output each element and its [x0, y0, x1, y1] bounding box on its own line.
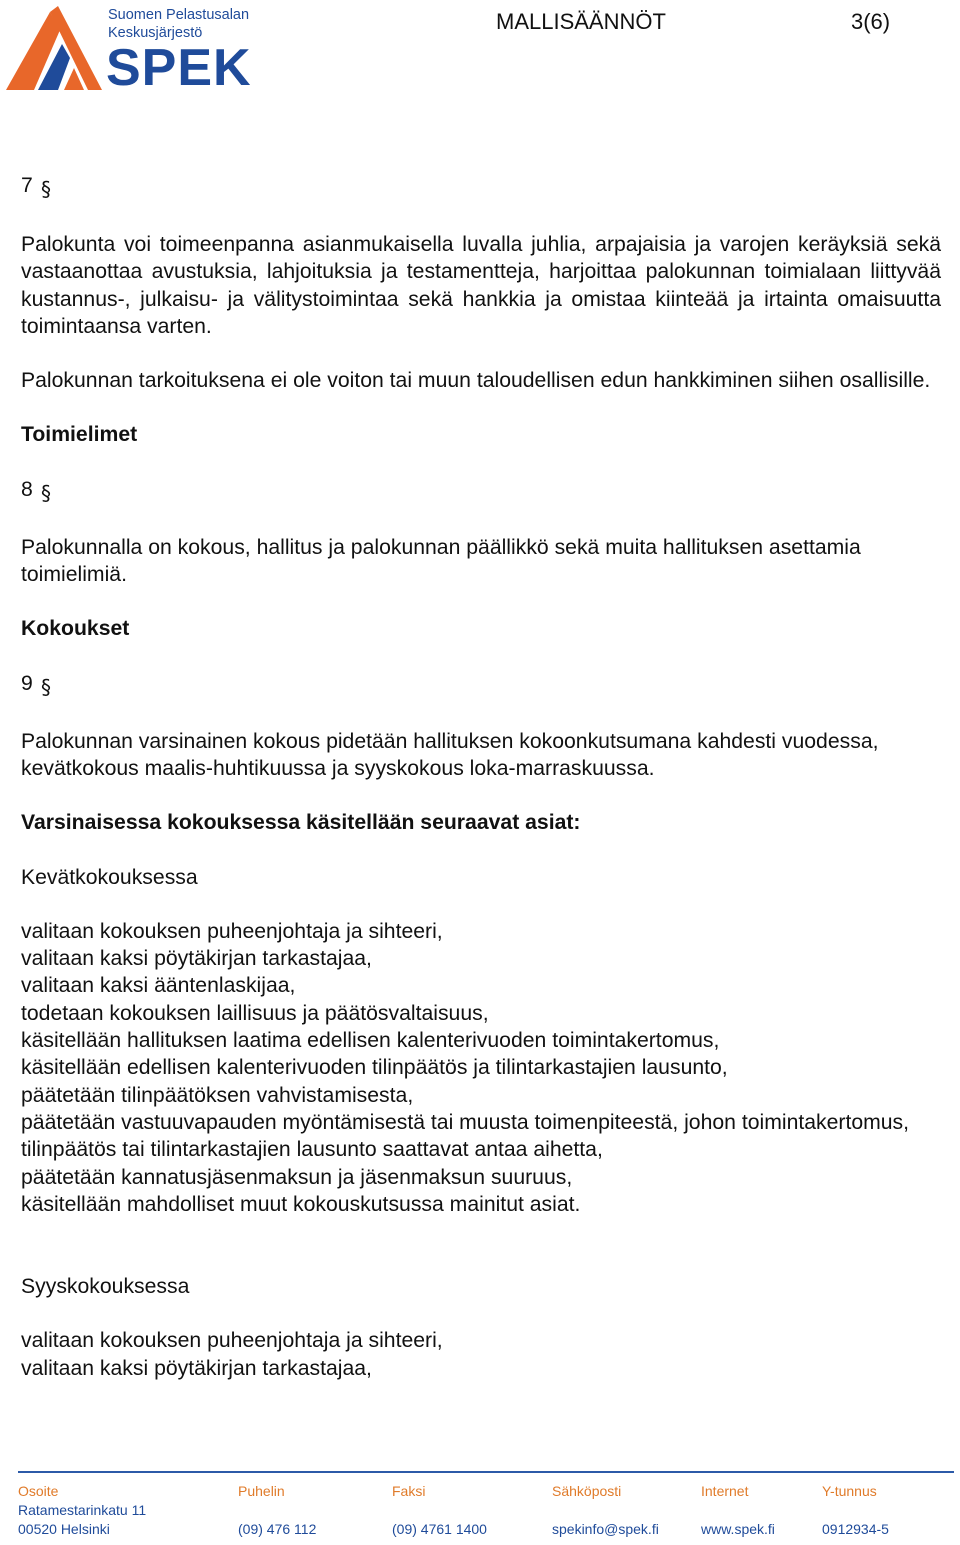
- list-item: valitaan kaksi pöytäkirjan tarkastajaa,: [21, 947, 372, 971]
- footer-email: [552, 1482, 659, 1539]
- footer-value: Ratamestarinkatu 11: [18, 1502, 147, 1518]
- list-item: päätetään tilinpäätöksen vahvistamisesta,: [21, 1083, 414, 1107]
- spek-logo: [4, 4, 254, 96]
- kevatkokous-list: [21, 918, 941, 1218]
- section-7-marker: [21, 172, 941, 203]
- list-item: käsitellään hallituksen laatima edellisen kalenterivuoden toimintakertomus,: [21, 1029, 720, 1053]
- heading-kokoukset: Kokoukset: [21, 617, 130, 641]
- list-item: käsitellään edellisen kalenterivuoden tilinpäätös ja tilintarkastajien lausunto,: [21, 1056, 728, 1080]
- document-title: MALLISÄÄNNÖT: [496, 9, 666, 34]
- footer-label: Faksi: [392, 1483, 426, 1499]
- footer-label: Osoite: [18, 1483, 59, 1499]
- logo-wordmark: SPEK: [106, 39, 252, 97]
- footer-phone: [238, 1482, 316, 1539]
- section-number: 7: [21, 174, 33, 197]
- paragraph: Palokunnan tarkoituksena ei ole voiton tai muun taloudellisen edun hankkiminen siihen osallisille.: [21, 369, 931, 393]
- heading-kasiteltavat-asiat: Varsinaisessa kokouksessa käsitellään seuraavat asiat:: [21, 811, 581, 835]
- footer-label: Internet: [701, 1483, 749, 1499]
- list-item: päätetään kannatusjäsenmaksun ja jäsenmaksun suuruus,: [21, 1165, 573, 1189]
- list-item: käsitellään mahdolliset muut kokouskutsussa mainitut asiat.: [21, 1192, 581, 1216]
- footer-value[interactable]: www.spek.fi: [701, 1521, 775, 1537]
- footer-value: (09) 476 112: [238, 1521, 317, 1537]
- document-body: [21, 172, 941, 1382]
- flame-logo-icon: [4, 4, 104, 94]
- paragraph: Palokunnan varsinainen kokous pidetään hallituksen kokoonkutsumana kahdesti vuodessa, kevätkokous maalis-huhtikuussa ja syyskokous loka-marraskuussa.: [21, 729, 879, 780]
- footer-value: 00520 Helsinki: [18, 1521, 110, 1537]
- section-9-marker: [21, 670, 941, 701]
- logo-org-line2: Keskusjärjestö: [108, 25, 203, 41]
- svg-text:§: §: [40, 674, 51, 699]
- section-number: 9: [21, 671, 33, 695]
- footer-value[interactable]: spekinfo@spek.fi: [552, 1521, 659, 1537]
- footer-label: Puhelin: [238, 1483, 285, 1499]
- footer-fax: [392, 1482, 487, 1539]
- list-item: päätetään vastuuvapauden myöntämisestä tai muusta toimenpiteestä, johon toimintakertomus, tilinpäätös tai tilintarkastajien lausunto saattavat antaa aihetta,: [21, 1110, 910, 1162]
- footer-value: (09) 4761 1400: [392, 1521, 487, 1537]
- footer-label: Sähköposti: [552, 1483, 622, 1499]
- heading-toimielimet: Toimielimet: [21, 423, 138, 447]
- list-item: todetaan kokouksen laillisuus ja päätösvaltaisuus,: [21, 1001, 489, 1025]
- logo-org-line1: Suomen Pelastusalan: [108, 7, 250, 23]
- section-number: 8: [21, 477, 33, 501]
- page-number: 3(6): [851, 9, 891, 34]
- section-sign-icon: [41, 479, 55, 507]
- list-item: valitaan kaksi pöytäkirjan tarkastajaa,: [21, 1356, 372, 1380]
- svg-text:§: §: [40, 177, 51, 201]
- section-sign-icon: [41, 673, 55, 701]
- list-item: valitaan kokouksen puheenjohtaja ja sihteeri,: [21, 1329, 443, 1353]
- kevatkokous-label: Kevätkokouksessa: [21, 865, 198, 889]
- list-item: valitaan kaksi ääntenlaskijaa,: [21, 974, 296, 998]
- list-item: valitaan kokouksen puheenjohtaja ja sihteeri,: [21, 919, 443, 943]
- footer-internet: [701, 1482, 775, 1539]
- footer-business-id: [822, 1482, 889, 1539]
- paragraph: Palokunta voi toimeenpanna asianmukaisella luvalla juhlia, arpajaisia ja varojen keräyksiä sekä vastaanottaa avustuksia, lahjoituksia ja testamentteja, harjoittaa palokunnan toimialaan liittyvää kustannus-, julkaisu- ja välitystoimintaa sekä hankkia ja omistaa kiinteää ja irtainta omaisuutta toimintaansa varten.: [21, 233, 941, 338]
- paragraph: Palokunnalla on kokous, hallitus ja palokunnan päällikkö sekä muita hallituksen asettamia toimielimiä.: [21, 535, 861, 587]
- svg-text:§: §: [40, 480, 51, 505]
- footer-divider: [18, 1471, 954, 1473]
- section-8-marker: [21, 476, 941, 507]
- syyskokous-list: [21, 1327, 941, 1382]
- footer-value: 0912934-5: [822, 1521, 889, 1537]
- section-sign-icon: [41, 175, 55, 203]
- footer-address: [18, 1482, 146, 1539]
- syyskokous-label: Syyskokouksessa: [21, 1275, 190, 1299]
- footer-label: Y-tunnus: [822, 1483, 877, 1499]
